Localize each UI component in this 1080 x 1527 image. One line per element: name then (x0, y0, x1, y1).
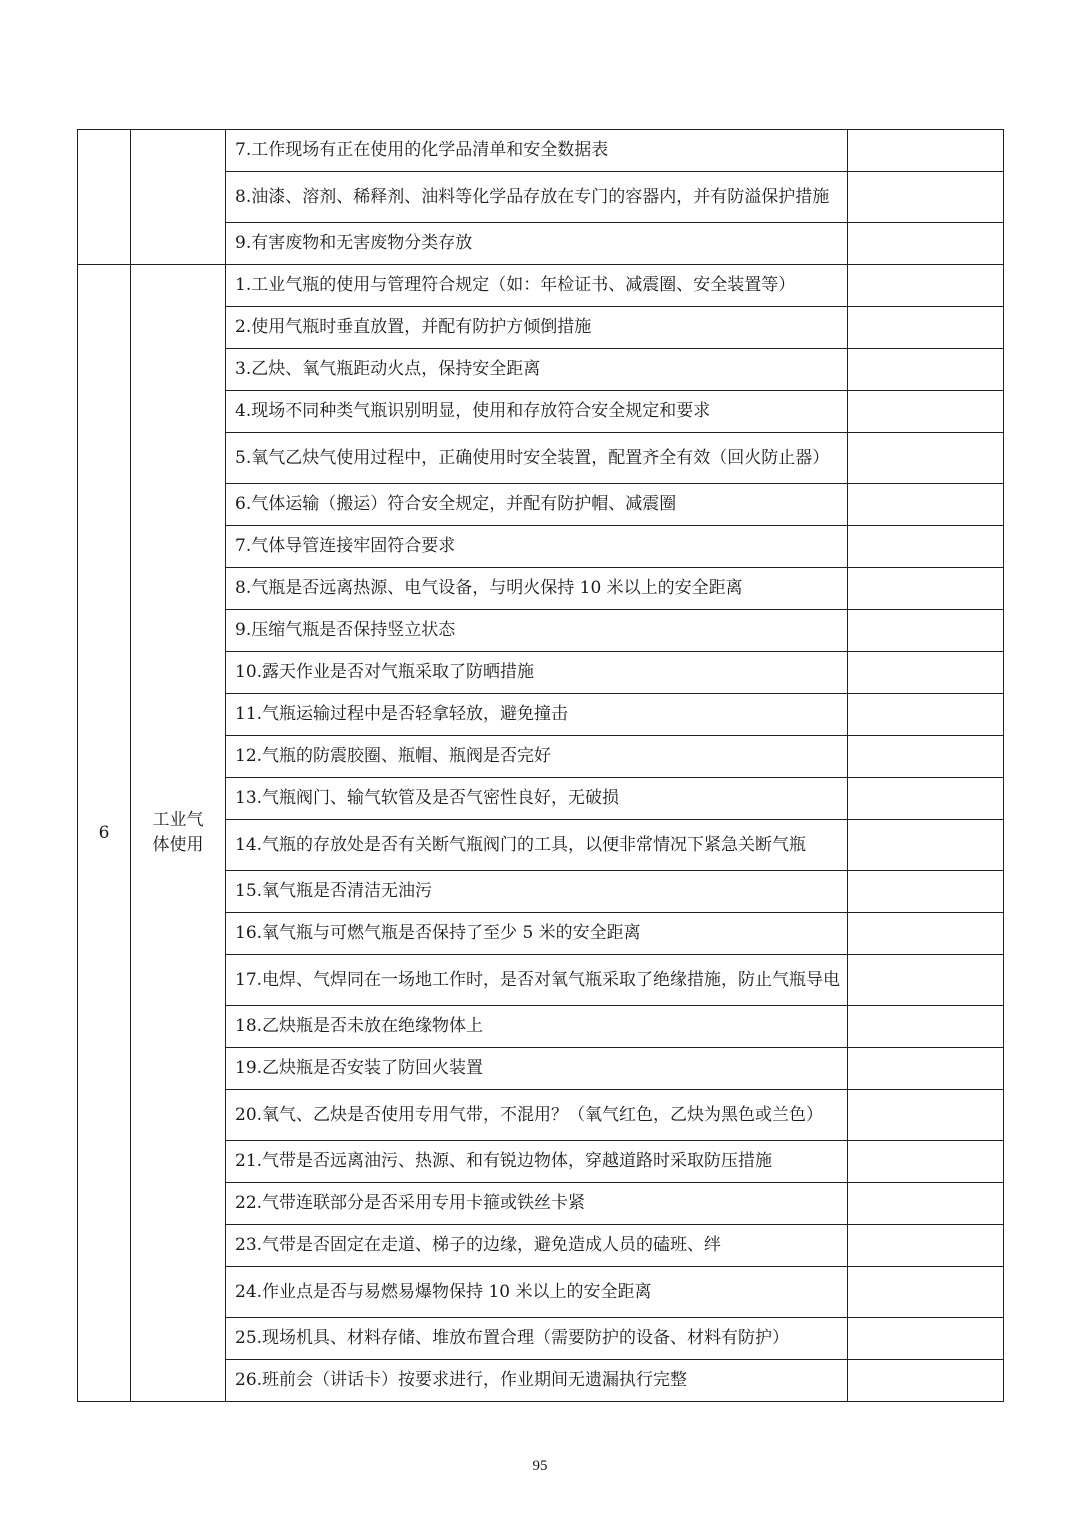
result-cell[interactable] (848, 694, 1004, 736)
result-cell[interactable] (848, 349, 1004, 391)
checklist-item: 7.气体导管连接牢固符合要求 (226, 526, 848, 568)
checklist-item: 13.气瓶阀门、输气软管及是否气密性良好，无破损 (226, 778, 848, 820)
section-category-cell: 工业气体使用 (131, 265, 226, 1402)
result-cell[interactable] (848, 913, 1004, 955)
checklist-item: 8.油漆、溶剂、稀释剂、油料等化学品存放在专门的容器内，并有防溢保护措施 (226, 172, 848, 223)
checklist-body (78, 130, 1004, 1402)
result-cell[interactable] (848, 568, 1004, 610)
table-row (78, 265, 1004, 307)
checklist-item: 15.氧气瓶是否清洁无油污 (226, 871, 848, 913)
result-cell[interactable] (848, 130, 1004, 172)
result-cell[interactable] (848, 1006, 1004, 1048)
page-number: 95 (532, 1458, 548, 1474)
result-cell[interactable] (848, 1048, 1004, 1090)
checklist-item: 19.乙炔瓶是否安装了防回火装置 (226, 1048, 848, 1090)
result-cell[interactable] (848, 265, 1004, 307)
checklist-item: 7.工作现场有正在使用的化学品清单和安全数据表 (226, 130, 848, 172)
result-cell[interactable] (848, 1318, 1004, 1360)
result-cell[interactable] (848, 778, 1004, 820)
result-cell[interactable] (848, 610, 1004, 652)
checklist-item: 14.气瓶的存放处是否有关断气瓶阀门的工具，以便非常情况下紧急关断气瓶 (226, 820, 848, 871)
checklist-item: 9.压缩气瓶是否保持竖立状态 (226, 610, 848, 652)
result-cell[interactable] (848, 820, 1004, 871)
checklist-item: 12.气瓶的防震胶圈、瓶帽、瓶阀是否完好 (226, 736, 848, 778)
checklist-item: 23.气带是否固定在走道、梯子的边缘，避免造成人员的磕班、绊 (226, 1225, 848, 1267)
result-cell[interactable] (848, 1090, 1004, 1141)
checklist-item: 21.气带是否远离油污、热源、和有锐边物体，穿越道路时采取防压措施 (226, 1141, 848, 1183)
section-category-cell (131, 130, 226, 265)
checklist-item: 4.现场不同种类气瓶识别明显，使用和存放符合安全规定和要求 (226, 391, 848, 433)
result-cell[interactable] (848, 433, 1004, 484)
checklist-item: 22.气带连联部分是否采用专用卡箍或铁丝卡紧 (226, 1183, 848, 1225)
checklist-item: 17.电焊、气焊同在一场地工作时，是否对氧气瓶采取了绝缘措施，防止气瓶导电 (226, 955, 848, 1006)
result-cell[interactable] (848, 1267, 1004, 1318)
checklist-item: 11.气瓶运输过程中是否轻拿轻放，避免撞击 (226, 694, 848, 736)
result-cell[interactable] (848, 1360, 1004, 1402)
result-cell[interactable] (848, 307, 1004, 349)
result-cell[interactable] (848, 955, 1004, 1006)
section-number-cell: 6 (78, 265, 131, 1402)
checklist-item: 25.现场机具、材料存储、堆放布置合理（需要防护的设备、材料有防护） (226, 1318, 848, 1360)
result-cell[interactable] (848, 484, 1004, 526)
result-cell[interactable] (848, 1225, 1004, 1267)
result-cell[interactable] (848, 871, 1004, 913)
result-cell[interactable] (848, 736, 1004, 778)
table-row (78, 130, 1004, 172)
result-cell[interactable] (848, 526, 1004, 568)
checklist-item: 1.工业气瓶的使用与管理符合规定（如：年检证书、减震圈、安全装置等） (226, 265, 848, 307)
checklist-item: 16.氧气瓶与可燃气瓶是否保持了至少 5 米的安全距离 (226, 913, 848, 955)
checklist-item: 2.使用气瓶时垂直放置，并配有防护方倾倒措施 (226, 307, 848, 349)
checklist-item: 6.气体运输（搬运）符合安全规定，并配有防护帽、减震圈 (226, 484, 848, 526)
result-cell[interactable] (848, 391, 1004, 433)
checklist-item: 18.乙炔瓶是否未放在绝缘物体上 (226, 1006, 848, 1048)
inspection-checklist-table (77, 129, 1004, 1402)
checklist-item: 5.氧气乙炔气使用过程中，正确使用时安全装置，配置齐全有效（回火防止器） (226, 433, 848, 484)
checklist-item: 26.班前会（讲话卡）按要求进行，作业期间无遗漏执行完整 (226, 1360, 848, 1402)
result-cell[interactable] (848, 1141, 1004, 1183)
result-cell[interactable] (848, 223, 1004, 265)
section-number-cell (78, 130, 131, 265)
result-cell[interactable] (848, 172, 1004, 223)
checklist-item: 3.乙炔、氧气瓶距动火点，保持安全距离 (226, 349, 848, 391)
checklist-item: 9.有害废物和无害废物分类存放 (226, 223, 848, 265)
result-cell[interactable] (848, 652, 1004, 694)
checklist-item: 20.氧气、乙炔是否使用专用气带，不混用？（氧气红色，乙炔为黑色或兰色） (226, 1090, 848, 1141)
checklist-item: 8.气瓶是否远离热源、电气设备，与明火保持 10 米以上的安全距离 (226, 568, 848, 610)
checklist-item: 10.露天作业是否对气瓶采取了防晒措施 (226, 652, 848, 694)
result-cell[interactable] (848, 1183, 1004, 1225)
checklist-item: 24.作业点是否与易燃易爆物保持 10 米以上的安全距离 (226, 1267, 848, 1318)
